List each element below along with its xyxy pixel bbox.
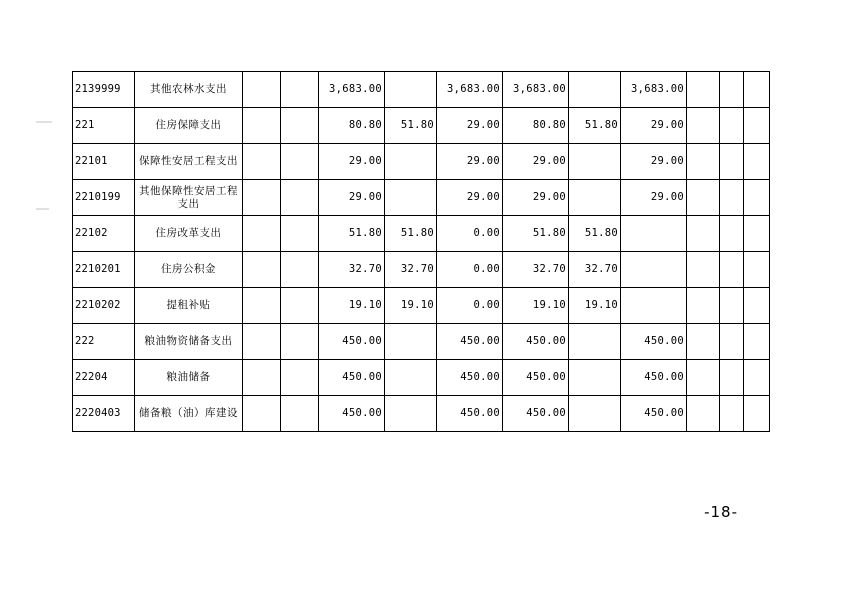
row-col12 (720, 216, 744, 252)
row-col3 (243, 72, 281, 108)
row-name: 其他农林水支出 (135, 72, 243, 108)
row-col12 (720, 180, 744, 216)
row-col11 (687, 324, 720, 360)
row-col6: 19.10 (385, 288, 437, 324)
row-col3 (243, 108, 281, 144)
row-col6: 51.80 (385, 216, 437, 252)
row-col7: 0.00 (437, 216, 503, 252)
row-col10 (621, 252, 687, 288)
row-col11 (687, 360, 720, 396)
row-col4 (281, 324, 319, 360)
row-col6 (385, 144, 437, 180)
row-col4 (281, 252, 319, 288)
row-col13 (744, 180, 770, 216)
row-col5: 450.00 (319, 324, 385, 360)
row-code: 22101 (73, 144, 135, 180)
row-col3 (243, 324, 281, 360)
budget-table-body (73, 72, 770, 432)
row-col9 (569, 324, 621, 360)
row-col6: 32.70 (385, 252, 437, 288)
table-row (73, 180, 770, 216)
row-col13 (744, 360, 770, 396)
table-row (73, 108, 770, 144)
row-col10: 29.00 (621, 180, 687, 216)
row-col9: 51.80 (569, 108, 621, 144)
row-col6 (385, 324, 437, 360)
row-col8: 3,683.00 (503, 72, 569, 108)
row-col5: 3,683.00 (319, 72, 385, 108)
row-col12 (720, 252, 744, 288)
row-name: 粮油储备 (135, 360, 243, 396)
row-col11 (687, 216, 720, 252)
row-col8: 450.00 (503, 360, 569, 396)
scan-artifact-upper (36, 121, 52, 123)
row-col8: 19.10 (503, 288, 569, 324)
row-col8: 51.80 (503, 216, 569, 252)
row-col4 (281, 180, 319, 216)
row-col5: 80.80 (319, 108, 385, 144)
row-col12 (720, 108, 744, 144)
row-col13 (744, 144, 770, 180)
row-col3 (243, 252, 281, 288)
row-col9: 51.80 (569, 216, 621, 252)
row-col4 (281, 396, 319, 432)
row-col4 (281, 360, 319, 396)
row-col12 (720, 396, 744, 432)
row-code: 2210202 (73, 288, 135, 324)
row-col13 (744, 288, 770, 324)
table-row (73, 72, 770, 108)
row-col6 (385, 360, 437, 396)
row-col7: 29.00 (437, 108, 503, 144)
row-code: 221 (73, 108, 135, 144)
row-code: 2210201 (73, 252, 135, 288)
row-col3 (243, 396, 281, 432)
row-code: 2220403 (73, 396, 135, 432)
row-col3 (243, 216, 281, 252)
row-col9 (569, 360, 621, 396)
row-col12 (720, 360, 744, 396)
row-code: 2210199 (73, 180, 135, 216)
row-col9 (569, 144, 621, 180)
row-col10 (621, 216, 687, 252)
row-col7: 29.00 (437, 144, 503, 180)
row-col13 (744, 324, 770, 360)
row-col13 (744, 396, 770, 432)
row-col5: 32.70 (319, 252, 385, 288)
row-col10 (621, 288, 687, 324)
row-col13 (744, 252, 770, 288)
row-col11 (687, 252, 720, 288)
row-col4 (281, 144, 319, 180)
row-name: 提租补贴 (135, 288, 243, 324)
row-name: 保障性安居工程支出 (135, 144, 243, 180)
row-col6 (385, 396, 437, 432)
row-col11 (687, 288, 720, 324)
table-row (73, 396, 770, 432)
row-col9 (569, 72, 621, 108)
row-col8: 29.00 (503, 180, 569, 216)
row-col13 (744, 72, 770, 108)
row-col12 (720, 288, 744, 324)
row-col5: 29.00 (319, 144, 385, 180)
table-row (73, 288, 770, 324)
row-col8: 29.00 (503, 144, 569, 180)
row-col4 (281, 288, 319, 324)
row-name: 其他保障性安居工程支出 (135, 180, 243, 216)
row-col5: 29.00 (319, 180, 385, 216)
row-col12 (720, 144, 744, 180)
row-col4 (281, 216, 319, 252)
row-code: 222 (73, 324, 135, 360)
row-col11 (687, 144, 720, 180)
row-col10: 450.00 (621, 324, 687, 360)
row-col9: 32.70 (569, 252, 621, 288)
row-col11 (687, 180, 720, 216)
row-col4 (281, 108, 319, 144)
page-number: -18- (704, 503, 738, 521)
row-col7: 0.00 (437, 252, 503, 288)
row-col12 (720, 72, 744, 108)
row-col8: 450.00 (503, 396, 569, 432)
row-col8: 80.80 (503, 108, 569, 144)
budget-table-container (72, 71, 769, 432)
row-code: 22204 (73, 360, 135, 396)
row-col9 (569, 396, 621, 432)
row-col10: 29.00 (621, 108, 687, 144)
row-name: 住房公积金 (135, 252, 243, 288)
scan-artifact-lower (36, 208, 49, 210)
row-code: 22102 (73, 216, 135, 252)
row-col13 (744, 108, 770, 144)
table-row (73, 360, 770, 396)
row-col6 (385, 180, 437, 216)
row-col3 (243, 360, 281, 396)
row-col7: 0.00 (437, 288, 503, 324)
row-col5: 450.00 (319, 396, 385, 432)
row-col10: 450.00 (621, 360, 687, 396)
row-col12 (720, 324, 744, 360)
row-name: 住房改革支出 (135, 216, 243, 252)
row-col7: 450.00 (437, 324, 503, 360)
row-col11 (687, 396, 720, 432)
row-col3 (243, 288, 281, 324)
row-name: 住房保障支出 (135, 108, 243, 144)
table-row (73, 144, 770, 180)
row-col6 (385, 72, 437, 108)
row-col9: 19.10 (569, 288, 621, 324)
row-col10: 3,683.00 (621, 72, 687, 108)
row-name: 粮油物资储备支出 (135, 324, 243, 360)
row-col6: 51.80 (385, 108, 437, 144)
row-col7: 450.00 (437, 360, 503, 396)
row-col7: 450.00 (437, 396, 503, 432)
row-col3 (243, 144, 281, 180)
table-row (73, 324, 770, 360)
row-col13 (744, 216, 770, 252)
table-row (73, 252, 770, 288)
row-col3 (243, 180, 281, 216)
row-col5: 51.80 (319, 216, 385, 252)
row-col7: 3,683.00 (437, 72, 503, 108)
row-col10: 450.00 (621, 396, 687, 432)
row-code: 2139999 (73, 72, 135, 108)
row-col7: 29.00 (437, 180, 503, 216)
row-col10: 29.00 (621, 144, 687, 180)
row-col9 (569, 180, 621, 216)
row-col5: 450.00 (319, 360, 385, 396)
row-col8: 450.00 (503, 324, 569, 360)
row-name: 储备粮（油）库建设 (135, 396, 243, 432)
row-col11 (687, 72, 720, 108)
row-col11 (687, 108, 720, 144)
row-col5: 19.10 (319, 288, 385, 324)
row-col8: 32.70 (503, 252, 569, 288)
row-col4 (281, 72, 319, 108)
budget-table (72, 71, 770, 432)
table-row (73, 216, 770, 252)
